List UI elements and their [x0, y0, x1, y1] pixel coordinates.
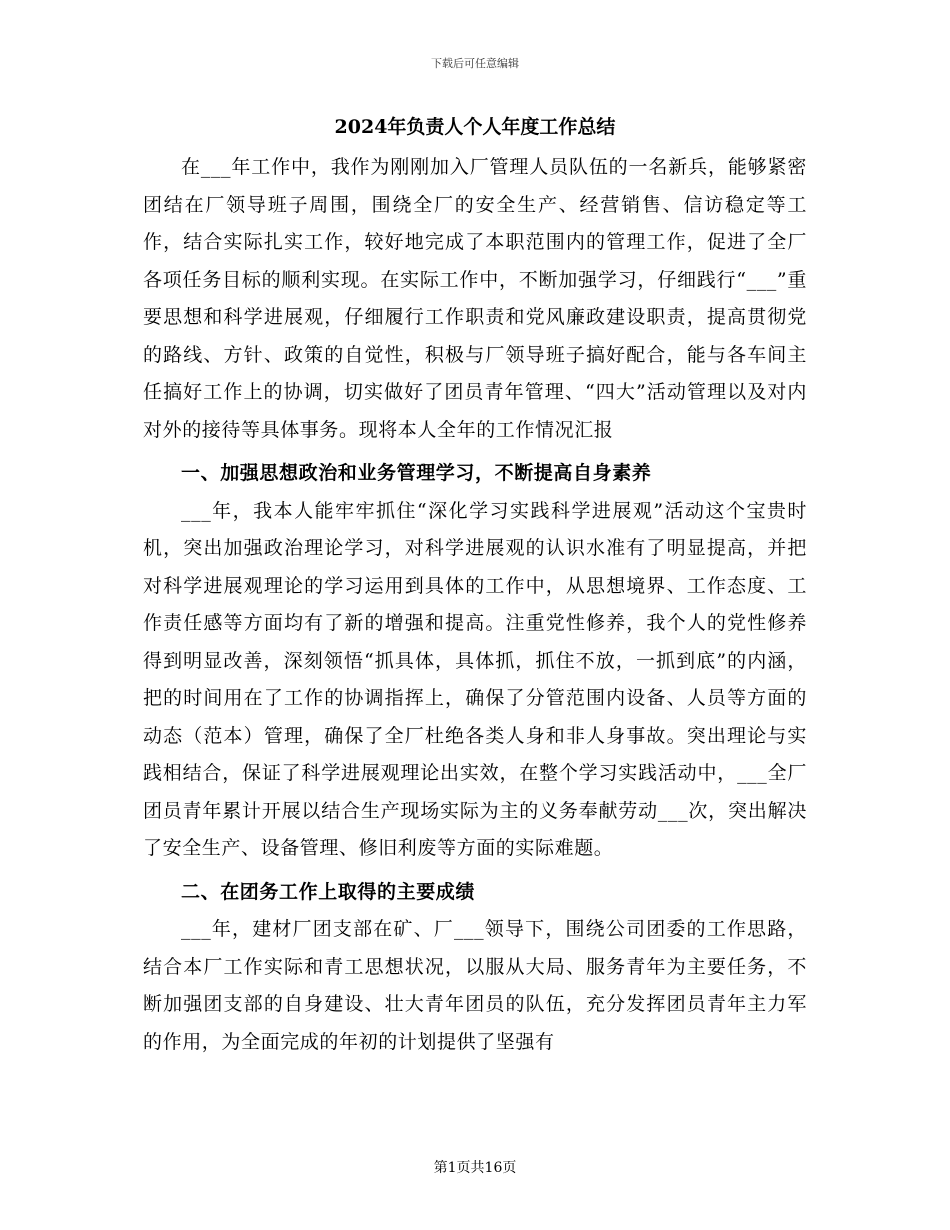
section-1-heading: 一、加强思想政治和业务管理学习，不断提高自身素养: [181, 462, 652, 484]
section-2-heading: 二、在团务工作上取得的主要成绩: [181, 880, 476, 903]
section-1-paragraph: ___年，我本人能牢牢抓住“深化学习实践科学进展观”活动这个宝贵时机，突出加强政治理论学习，对科学进展观的认识水准有了明显提高，并把对科学进展观理论的学习运用到具体的工作中，从思想境界、工作态度、工作责任感等方面均有了新的增强和提高。注重党性修养，我个人的党性修养得到明显改善，深刻领悟“抓具体，具体抓，抓住不放，一抓到底”的内涵，把的时间用在了工作的协调指挥上，确保了分管范围内设备、人员等方面的动态（范本）管理，确保了全厂杜绝各类人身和非人身事故。突出理论与实践相结合，保证了科学进展观理论出实效，在整个学习实践活动中，___全厂团员青年累计开展以结合生产现场实际为主的义务奉献劳动___次，突出解决了安全生产、设备管理、修旧利废等方面的实际难题。: [143, 499, 807, 859]
document-title: 2024年负责人个人年度工作总结: [334, 116, 616, 138]
page-footer: 第1页共16页: [433, 1160, 517, 1176]
section-2-paragraph: ___年，建材厂团支部在矿、厂___领导下，围绕公司团委的工作思路，结合本厂工作实际和青工思想状况，以服从大局、服务青年为主要任务，不断加强团支部的自身建设、壮大青年团员的队伍，充分发挥团员青年主力军的作用，为全面完成的年初的计划提供了坚强有: [143, 918, 807, 1053]
document-body: [143, 113, 807, 1061]
header-note: 下载后可任意编辑: [431, 57, 519, 70]
intro-paragraph: 在___年工作中，我作为刚刚加入厂管理人员队伍的一名新兵，能够紧密团结在厂领导班子周围，围绕全厂的安全生产、经营销售、信访稳定等工作，结合实际扎实工作，较好地完成了本职范围内的管理工作，促进了全厂各项任务目标的顺利实现。在实际工作中，不断加强学习，仔细践行“___”重要思想和科学进展观，仔细履行工作职责和党风廉政建设职责，提高贯彻党的路线、方针、政策的自觉性，积极与厂领导班子搞好配合，能与各车间主任搞好工作上的协调，切实做好了团员青年管理、“四大”活动管理以及对内对外的接待等具体事务。现将本人全年的工作情况汇报: [143, 156, 807, 441]
